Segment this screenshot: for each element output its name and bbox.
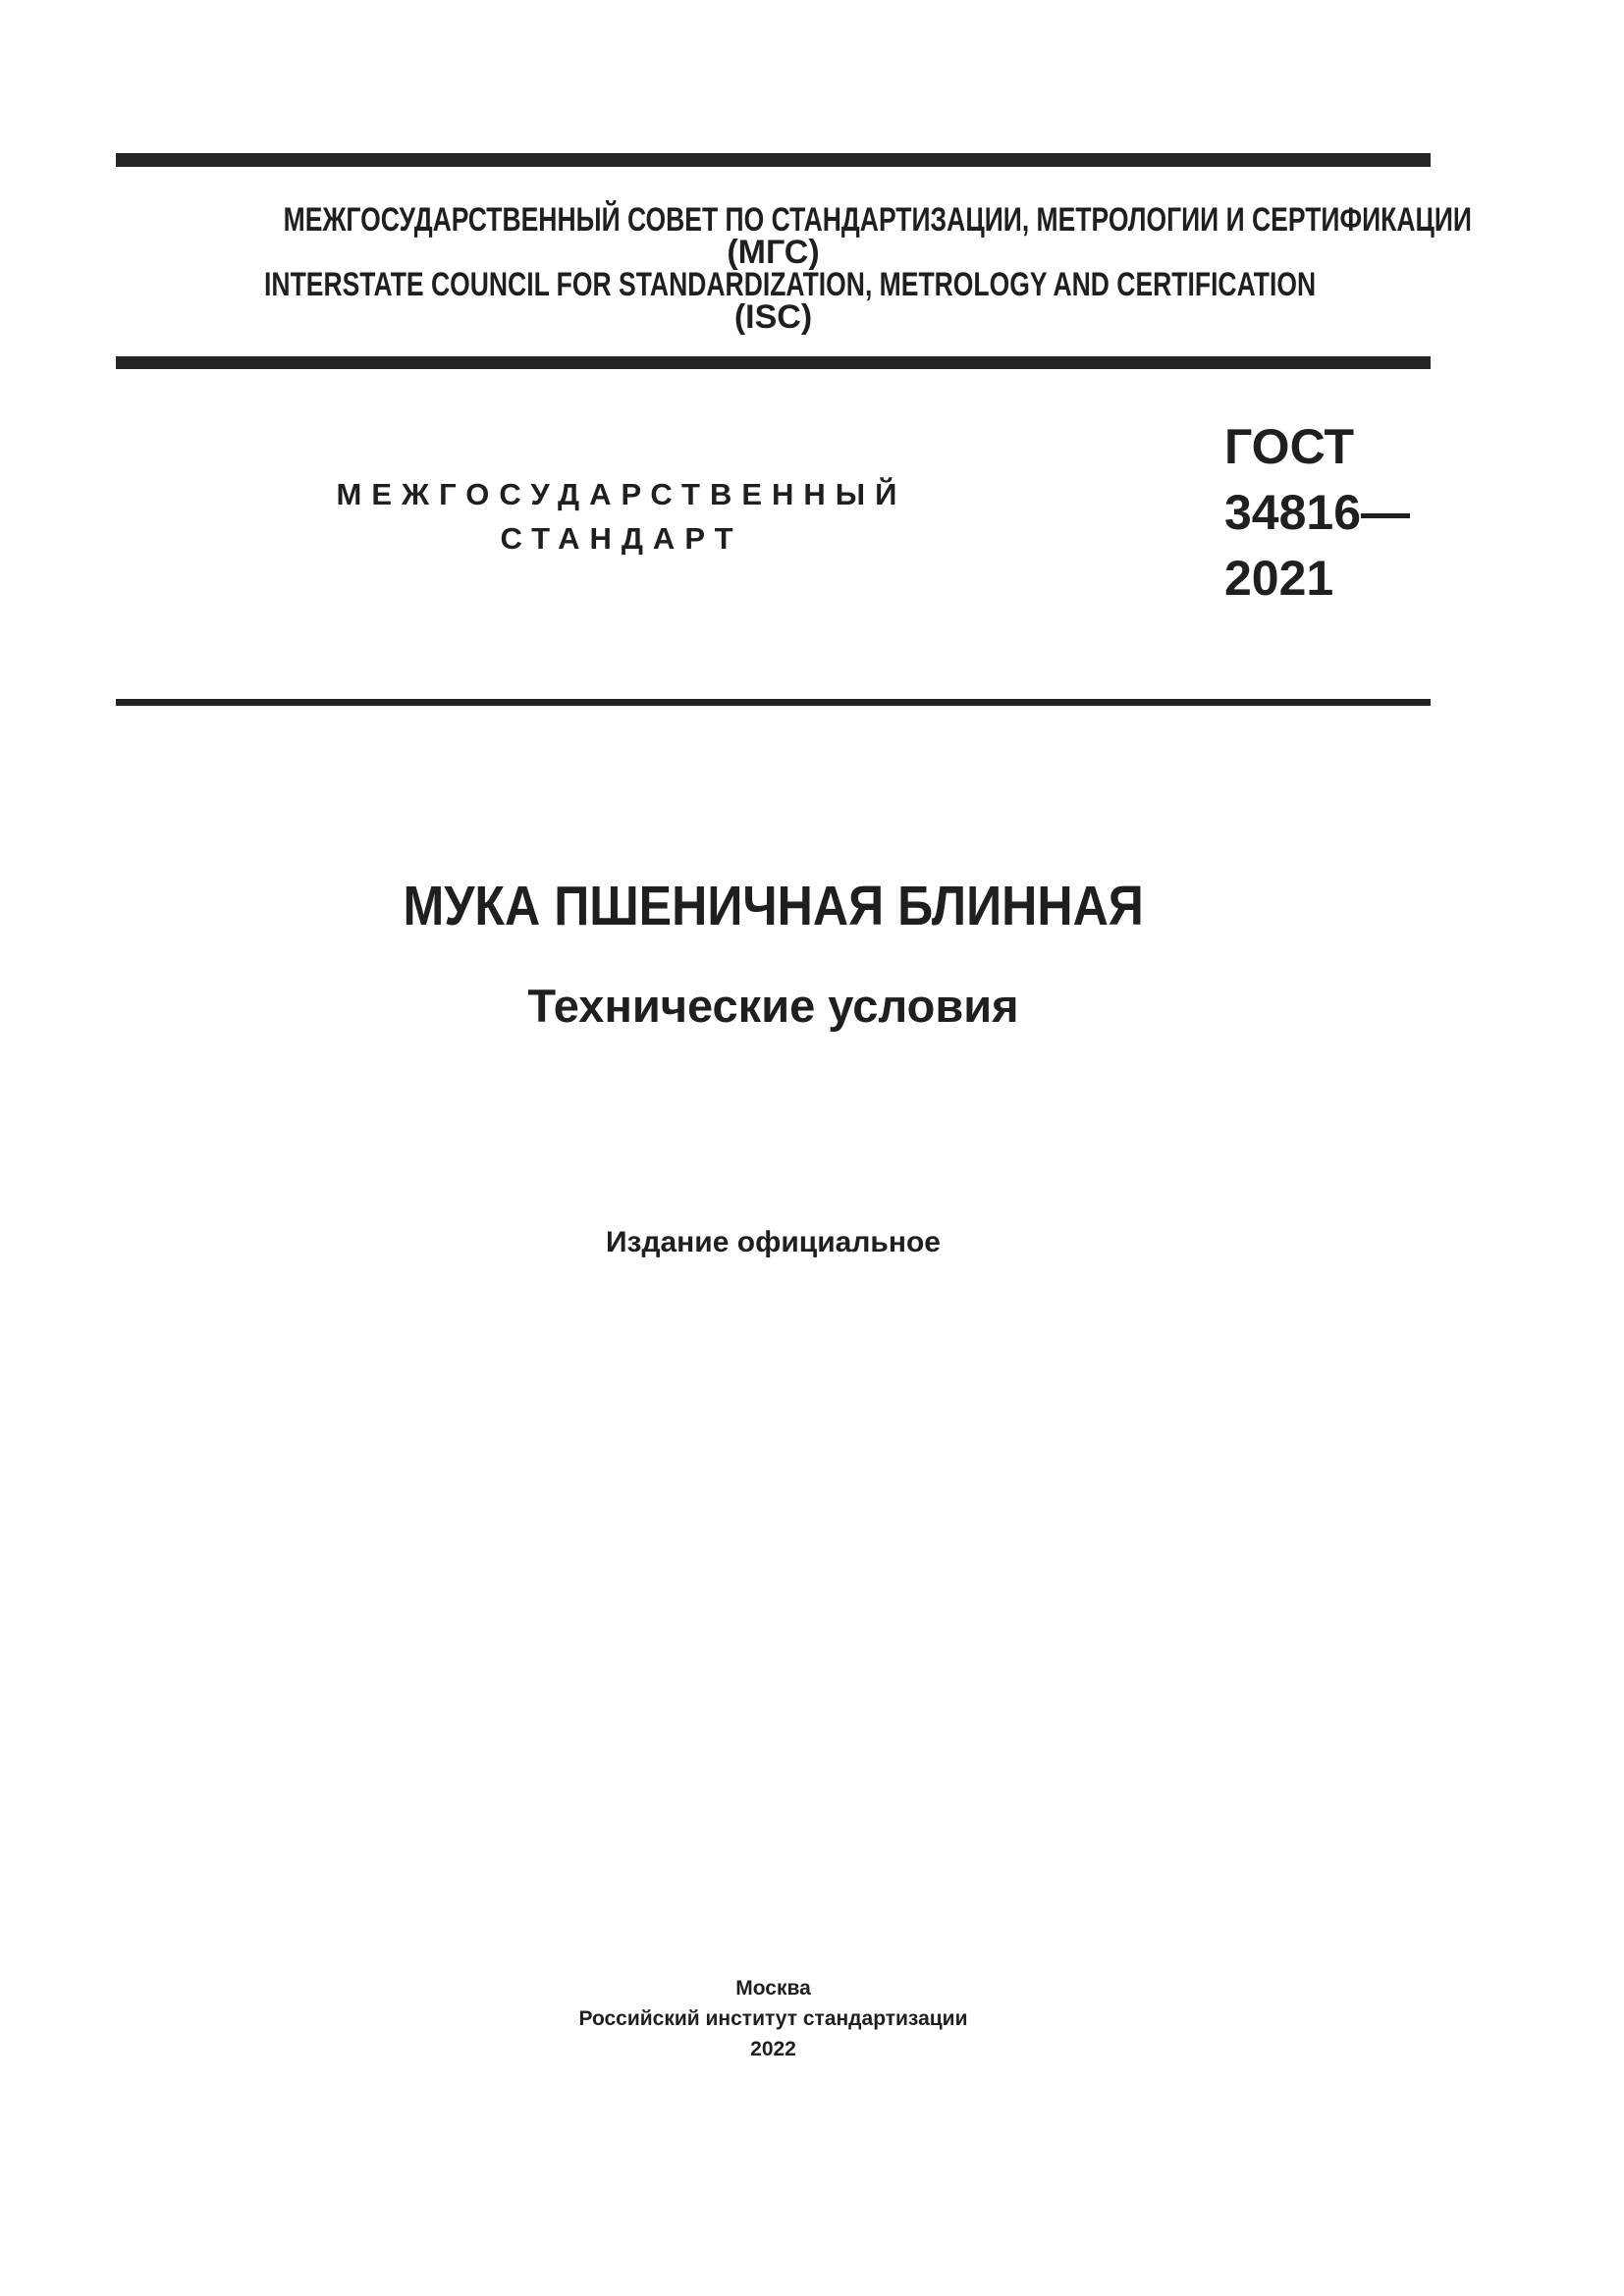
horizontal-rule-middle — [116, 356, 1431, 369]
standard-type-label — [116, 472, 1127, 561]
standard-type-label-line2: СТАНДАРТ — [500, 521, 743, 556]
imprint-year: 2022 — [750, 2038, 796, 2060]
document-title-text: МУКА ПШЕНИЧНАЯ БЛИННАЯ — [403, 875, 1144, 937]
council-name-ru-text: МЕЖГОСУДАРСТВЕННЫЙ СОВЕТ ПО СТАНДАРТИЗАЦИИ, МЕТРОЛОГИИ И СЕРТИФИКАЦИИ — [283, 201, 1473, 239]
document-subtitle: Технические условия — [527, 980, 1019, 1032]
council-abbr-ru: (МГС) — [727, 234, 820, 271]
standard-designation — [1224, 414, 1410, 612]
council-name-en-text: INTERSTATE COUNCIL FOR STANDARDIZATION, METROLOGY AND CERTIFICATION — [264, 266, 1317, 303]
standard-designation-prefix: ГОСТ — [1224, 419, 1354, 474]
council-abbr-en: (ISC) — [733, 298, 813, 336]
horizontal-rule-top — [116, 153, 1431, 167]
standard-designation-number: 34816— — [1224, 485, 1411, 540]
council-name-ru — [116, 201, 1473, 239]
edition-note: Издание официальное — [605, 1226, 941, 1258]
council-name-en — [116, 266, 1431, 303]
council-header — [116, 201, 1473, 336]
standard-type-label-line1: МЕЖГОСУДАРСТВЕННЫЙ — [336, 477, 907, 511]
horizontal-rule-bottom — [116, 699, 1431, 706]
standard-designation-year: 2021 — [1224, 551, 1334, 606]
document-title — [116, 877, 1431, 935]
imprint-city: Москва — [735, 1977, 811, 2000]
imprint-block — [116, 1973, 1431, 2064]
imprint-publisher: Российский институт стандартизации — [578, 2007, 968, 2030]
